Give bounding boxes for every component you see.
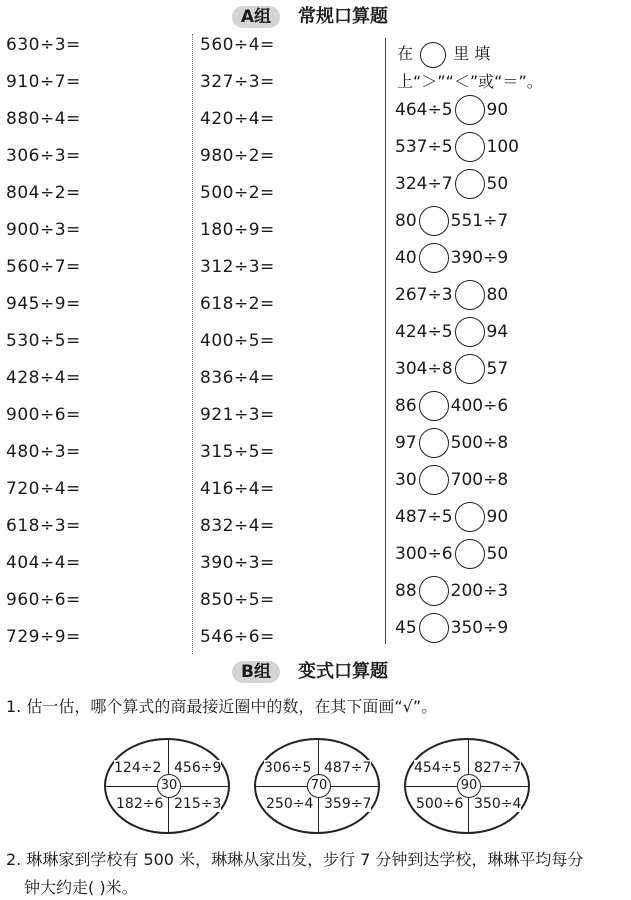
answer-circle[interactable]: [455, 169, 485, 199]
section-a-title: 常规口算题: [298, 6, 388, 27]
compare-row: [395, 94, 508, 126]
compare-left: 88: [395, 581, 417, 601]
problem-item: 729÷9=: [6, 627, 81, 647]
compare-instruction-end: 里 填 上“＞”“＜”或“＝”。: [397, 44, 543, 91]
problem-item: 980÷2=: [200, 146, 275, 166]
oval-option[interactable]: 456÷9: [174, 760, 222, 776]
compare-right: 200÷3: [450, 581, 509, 601]
compare-row: [395, 501, 508, 533]
oval-target-number: 30: [157, 774, 181, 798]
problem-item: 416÷4=: [200, 479, 275, 499]
problem-item: 428÷4=: [6, 368, 81, 388]
problem-item: 921÷3=: [200, 405, 275, 425]
compare-left: 424÷5: [395, 322, 453, 342]
compare-right: 50: [486, 544, 509, 564]
problem-item: 546÷6=: [200, 627, 275, 647]
problem-item: 180÷9=: [200, 220, 275, 240]
oval-option[interactable]: 487÷7: [324, 760, 372, 776]
oval-option[interactable]: 350÷4: [474, 796, 522, 812]
answer-circle[interactable]: [455, 539, 485, 569]
compare-right: 94: [486, 322, 509, 342]
compare-right: 100: [486, 137, 519, 157]
compare-right: 500÷8: [450, 433, 509, 453]
blank-circle-icon: [420, 42, 446, 68]
answer-circle[interactable]: [455, 95, 485, 125]
oval-option[interactable]: 500÷6: [416, 796, 464, 812]
problem-item: 618÷2=: [200, 294, 275, 314]
compare-instruction: [397, 40, 629, 96]
compare-right: 390÷9: [450, 248, 509, 268]
problem-item: 315÷5=: [200, 442, 275, 462]
section-a-header: [0, 4, 631, 32]
oval-option[interactable]: 250÷4: [266, 796, 314, 812]
compare-left: 300÷6: [395, 544, 453, 564]
compare-left: 80: [395, 211, 417, 231]
compare-left: 304÷8: [395, 359, 453, 379]
oval-option[interactable]: 827÷7: [474, 760, 522, 776]
answer-circle[interactable]: [419, 243, 449, 273]
compare-row: [395, 612, 508, 644]
section-b-title: 变式口算题: [298, 661, 388, 682]
problem-item: 560÷4=: [200, 35, 275, 55]
compare-row: [395, 131, 519, 163]
problem-item: 900÷3=: [6, 220, 81, 240]
answer-circle[interactable]: [419, 428, 449, 458]
answer-circle[interactable]: [455, 502, 485, 532]
answer-circle[interactable]: [455, 132, 485, 162]
section-a-badge: A组: [232, 6, 280, 28]
compare-row: [395, 316, 508, 348]
compare-left: 45: [395, 618, 417, 638]
compare-row: [395, 205, 508, 237]
problem-item: 910÷7=: [6, 72, 81, 92]
problem-item: 618÷3=: [6, 516, 81, 536]
problem-item: 880÷4=: [6, 109, 81, 129]
compare-left: 86: [395, 396, 417, 416]
oval-option[interactable]: 215÷3: [174, 796, 222, 812]
problem-item: 720÷4=: [6, 479, 81, 499]
problem-item: 832÷4=: [200, 516, 275, 536]
estimate-oval: [104, 738, 230, 834]
problem-item: 530÷5=: [6, 331, 81, 351]
oval-target-number: 90: [457, 774, 481, 798]
problem-item: 404÷4=: [6, 553, 81, 573]
compare-left: 464÷5: [395, 100, 453, 120]
problem-item: 900÷6=: [6, 405, 81, 425]
problem-item: 630÷3=: [6, 35, 81, 55]
compare-row: [395, 279, 508, 311]
oval-option[interactable]: 359÷7: [324, 796, 372, 812]
answer-circle[interactable]: [419, 465, 449, 495]
problem-item: 327÷3=: [200, 72, 275, 92]
oval-option[interactable]: 182÷6: [116, 796, 164, 812]
problem-item: 850÷5=: [200, 590, 275, 610]
compare-row: [395, 168, 508, 200]
compare-left: 537÷5: [395, 137, 453, 157]
answer-circle[interactable]: [455, 317, 485, 347]
compare-left: 97: [395, 433, 417, 453]
estimate-oval: [404, 738, 530, 834]
compare-left: 487÷5: [395, 507, 453, 527]
question-1: 1. 估一估，哪个算式的商最接近圈中的数，在其下面画“√”。: [6, 697, 438, 716]
compare-instruction-start: 在: [397, 44, 414, 63]
problem-item: 420÷4=: [200, 109, 275, 129]
compare-right: 551÷7: [450, 211, 509, 231]
compare-right: 700÷8: [450, 470, 509, 490]
problem-item: 560÷7=: [6, 257, 81, 277]
problem-item: 306÷3=: [6, 146, 81, 166]
compare-row: [395, 575, 508, 607]
compare-right: 90: [486, 507, 509, 527]
compare-right: 350÷9: [450, 618, 509, 638]
compare-row: [395, 427, 508, 459]
problem-item: 390÷3=: [200, 553, 275, 573]
compare-row: [395, 242, 508, 274]
column-divider: [192, 34, 193, 654]
section-b-header: [0, 659, 631, 687]
problem-item: 480÷3=: [6, 442, 81, 462]
estimate-oval: [254, 738, 380, 834]
problem-item: 804÷2=: [6, 183, 81, 203]
section-b-badge: B组: [232, 661, 280, 683]
compare-right: 80: [486, 285, 509, 305]
answer-circle[interactable]: [419, 576, 449, 606]
answer-circle[interactable]: [455, 280, 485, 310]
compare-left: 40: [395, 248, 417, 268]
compare-right: 57: [486, 359, 509, 379]
compare-right: 90: [486, 100, 509, 120]
answer-circle[interactable]: [419, 613, 449, 643]
compare-left: 324÷7: [395, 174, 453, 194]
problem-item: 945÷9=: [6, 294, 81, 314]
oval-option[interactable]: 124÷2: [114, 760, 162, 776]
compare-row: [395, 464, 508, 496]
problem-item: 312÷3=: [200, 257, 275, 277]
compare-left: 30: [395, 470, 417, 490]
oval-option[interactable]: 454÷5: [414, 760, 462, 776]
compare-row: [395, 390, 508, 422]
problem-item: 836÷4=: [200, 368, 275, 388]
oval-target-number: 70: [307, 774, 331, 798]
compare-right: 50: [486, 174, 509, 194]
problem-item: 400÷5=: [200, 331, 275, 351]
compare-row: [395, 538, 508, 570]
question-2-line-2: 钟大约走( )米。: [24, 878, 138, 897]
compare-bracket: [385, 38, 393, 644]
oval-option[interactable]: 306÷5: [264, 760, 312, 776]
compare-right: 400÷6: [450, 396, 509, 416]
answer-circle[interactable]: [455, 354, 485, 384]
problem-item: 500÷2=: [200, 183, 275, 203]
answer-circle[interactable]: [419, 391, 449, 421]
compare-left: 267÷3: [395, 285, 453, 305]
question-2-line-1: 2. 琳琳家到学校有 500 米，琳琳从家出发，步行 7 分钟到达学校，琳琳平均每分: [6, 850, 584, 869]
compare-row: [395, 353, 508, 385]
problem-item: 960÷6=: [6, 590, 81, 610]
answer-circle[interactable]: [419, 206, 449, 236]
